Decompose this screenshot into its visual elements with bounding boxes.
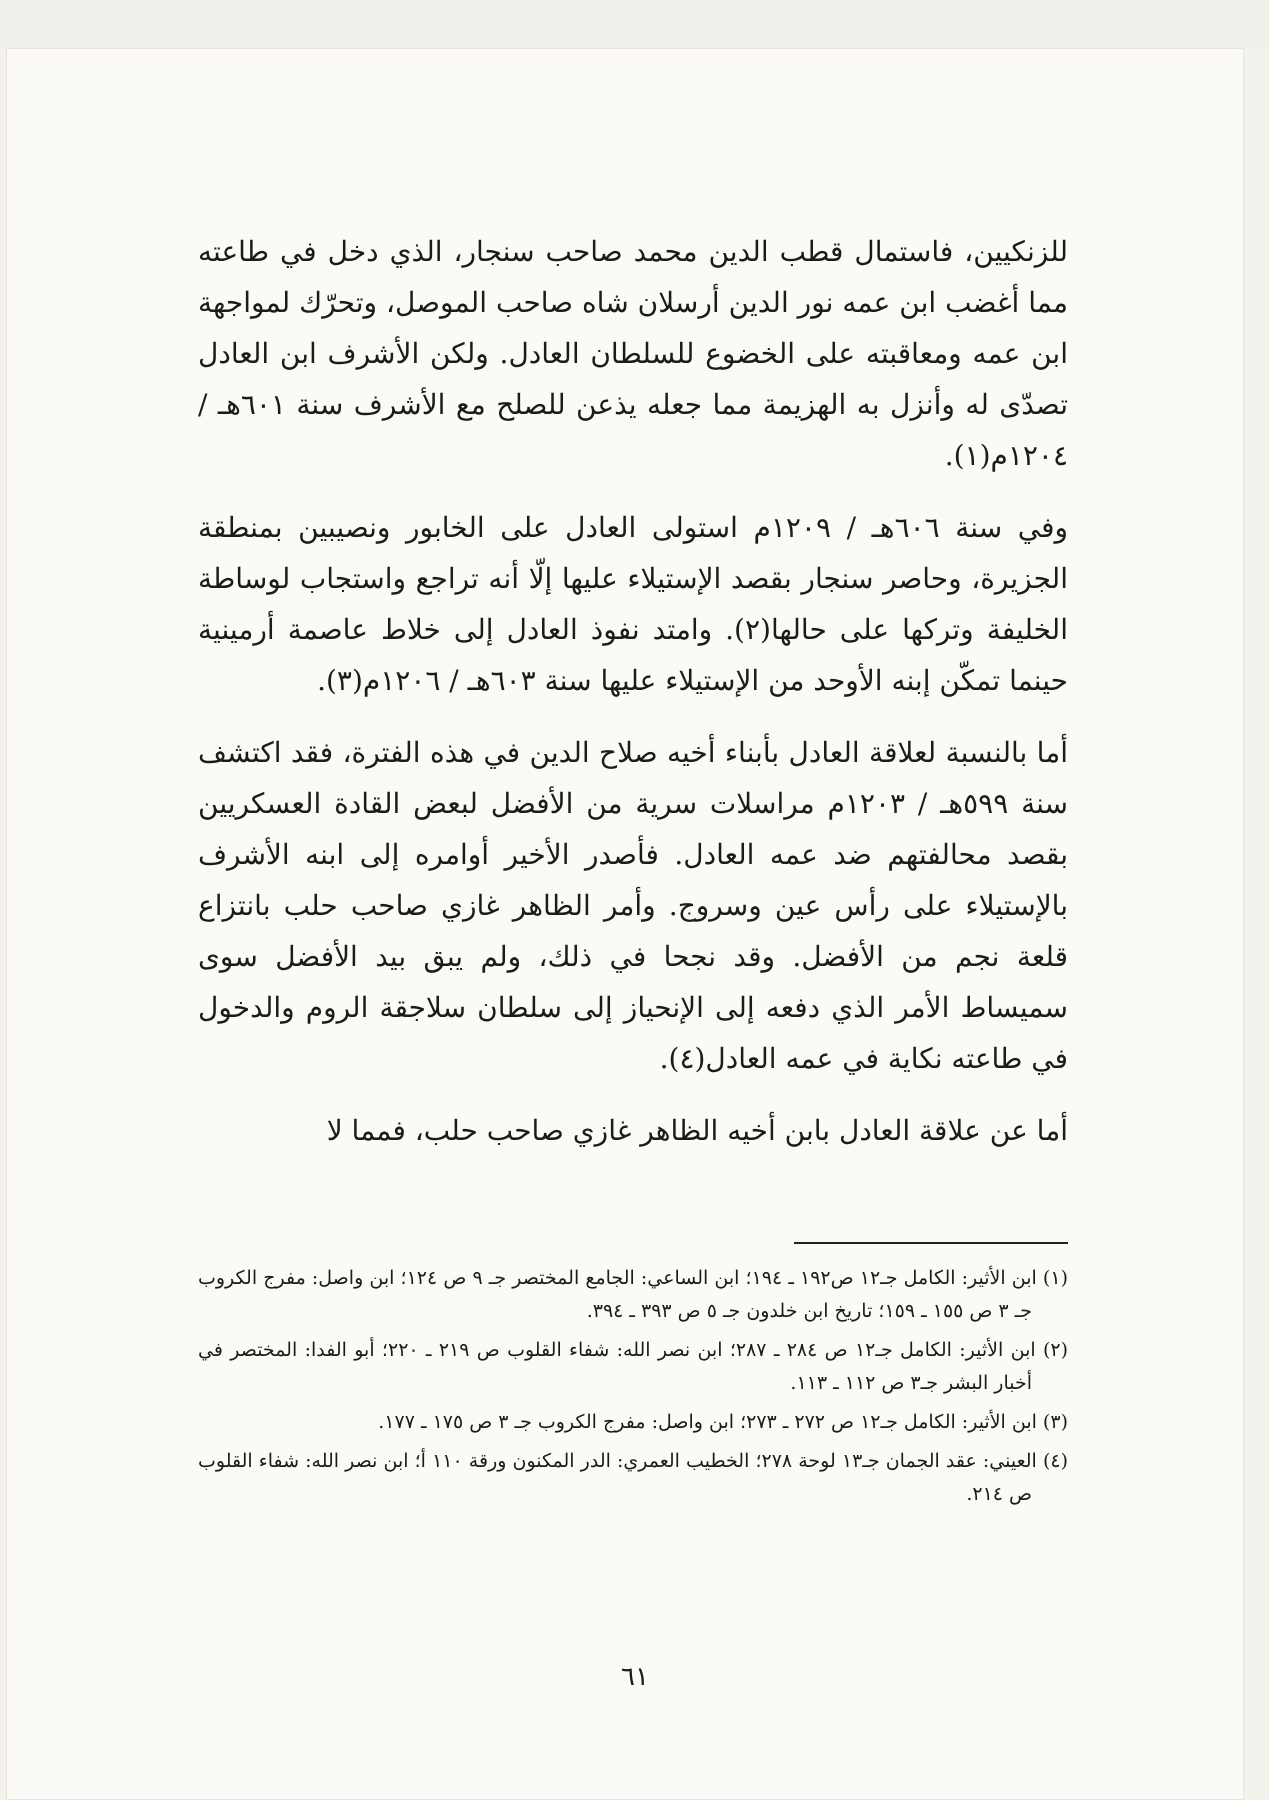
paragraph: أما عن علاقة العادل بابن أخيه الظاهر غازي صاحب حلب، فمما لا (326, 1114, 1068, 1147)
footnote-separator (794, 1242, 1068, 1244)
footnote: (٢) ابن الأثير: الكامل جـ١٢ ص ٢٨٤ ـ ٢٨٧؛ ابن نصر الله: شفاء القلوب ص ٢١٩ ـ ٢٢٠؛ أبو الفدا: المختصر في أخبار البشر جـ٣ ص ١١٢ ـ ١١٣. (198, 1339, 1069, 1394)
paragraph: أما بالنسبة لعلاقة العادل بأبناء أخيه صلاح الدين في هذه الفترة، فقد اكتشف سنة ٥٩٩هـ / ١٢٠٣م مراسلات سرية من الأفضل لبعض القادة العسكريين بقصد محالفتهم ضد عمه العادل. فأصدر الأخير أوامره إلى ابنه الأشرف بالإستيلاء على رأس عين وسروج. وأمر الظاهر غازي صاحب حلب بانتزاع قلعة نجم من الأفضل. وقد نجحا في ذلك، ولم يبق بيد الأفضل سوى سميساط الأمر الذي دفعه إلى الإنحياز إلى سلطان سلاجقة الروم والدخول في طاعته نكاية في عمه العادل(٤). (198, 736, 1069, 1075)
main-text (198, 226, 1068, 1177)
scan-margin (0, 0, 1269, 48)
footnote: (٣) ابن الأثير: الكامل جـ١٢ ص ٢٧٢ ـ ٢٧٣؛ ابن واصل: مفرج الكروب جـ ٣ ص ١٧٥ ـ ١٧٧. (378, 1411, 1068, 1433)
paragraph: للزنكيين، فاستمال قطب الدين محمد صاحب سنجار، الذي دخل في طاعته مما أغضب ابن عمه نور الدين أرسلان شاه صاحب الموصل، وتحرّك لمواجهة ابن عمه ومعاقبته على الخضوع للسلطان العادل. ولكن الأشرف ابن العادل تصدّى له وأنزل به الهزيمة مما جعله يذعن للصلح مع الأشرف سنة ٦٠١هـ / ١٢٠٤م(١). (198, 235, 1068, 472)
footnote: (٤) العيني: عقد الجمان جـ١٣ لوحة ٢٧٨؛ الخطيب العمري: الدر المكنون ورقة ١١٠ أ؛ ابن نصر الله: شفاء القلوب ص ٢١٤. (198, 1450, 1068, 1505)
footnotes (198, 1262, 1068, 1517)
footnote: (١) ابن الأثير: الكامل جـ١٢ ص١٩٢ ـ ١٩٤؛ ابن الساعي: الجامع المختصر جـ ٩ ص ١٢٤؛ ابن واصل: مفرج الكروب جـ ٣ ص ١٥٥ ـ ١٥٩؛ تاريخ ابن خلدون جـ ٥ ص ٣٩٣ ـ ٣٩٤. (198, 1267, 1068, 1322)
page-number: ٦١ (621, 1662, 649, 1692)
paragraph: وفي سنة ٦٠٦هـ / ١٢٠٩م استولى العادل على الخابور ونصيبين بمنطقة الجزيرة، وحاصر سنجار بقصد الإستيلاء عليها إلّا أنه تراجع واستجاب لوساطة الخليفة وتركها على حالها(٢). وامتد نفوذ العادل إلى خلاط عاصمة أرمينية حينما تمكّن إبنه الأوحد من الإستيلاء عليها سنة ٦٠٣هـ / ١٢٠٦م(٣). (198, 511, 1069, 697)
